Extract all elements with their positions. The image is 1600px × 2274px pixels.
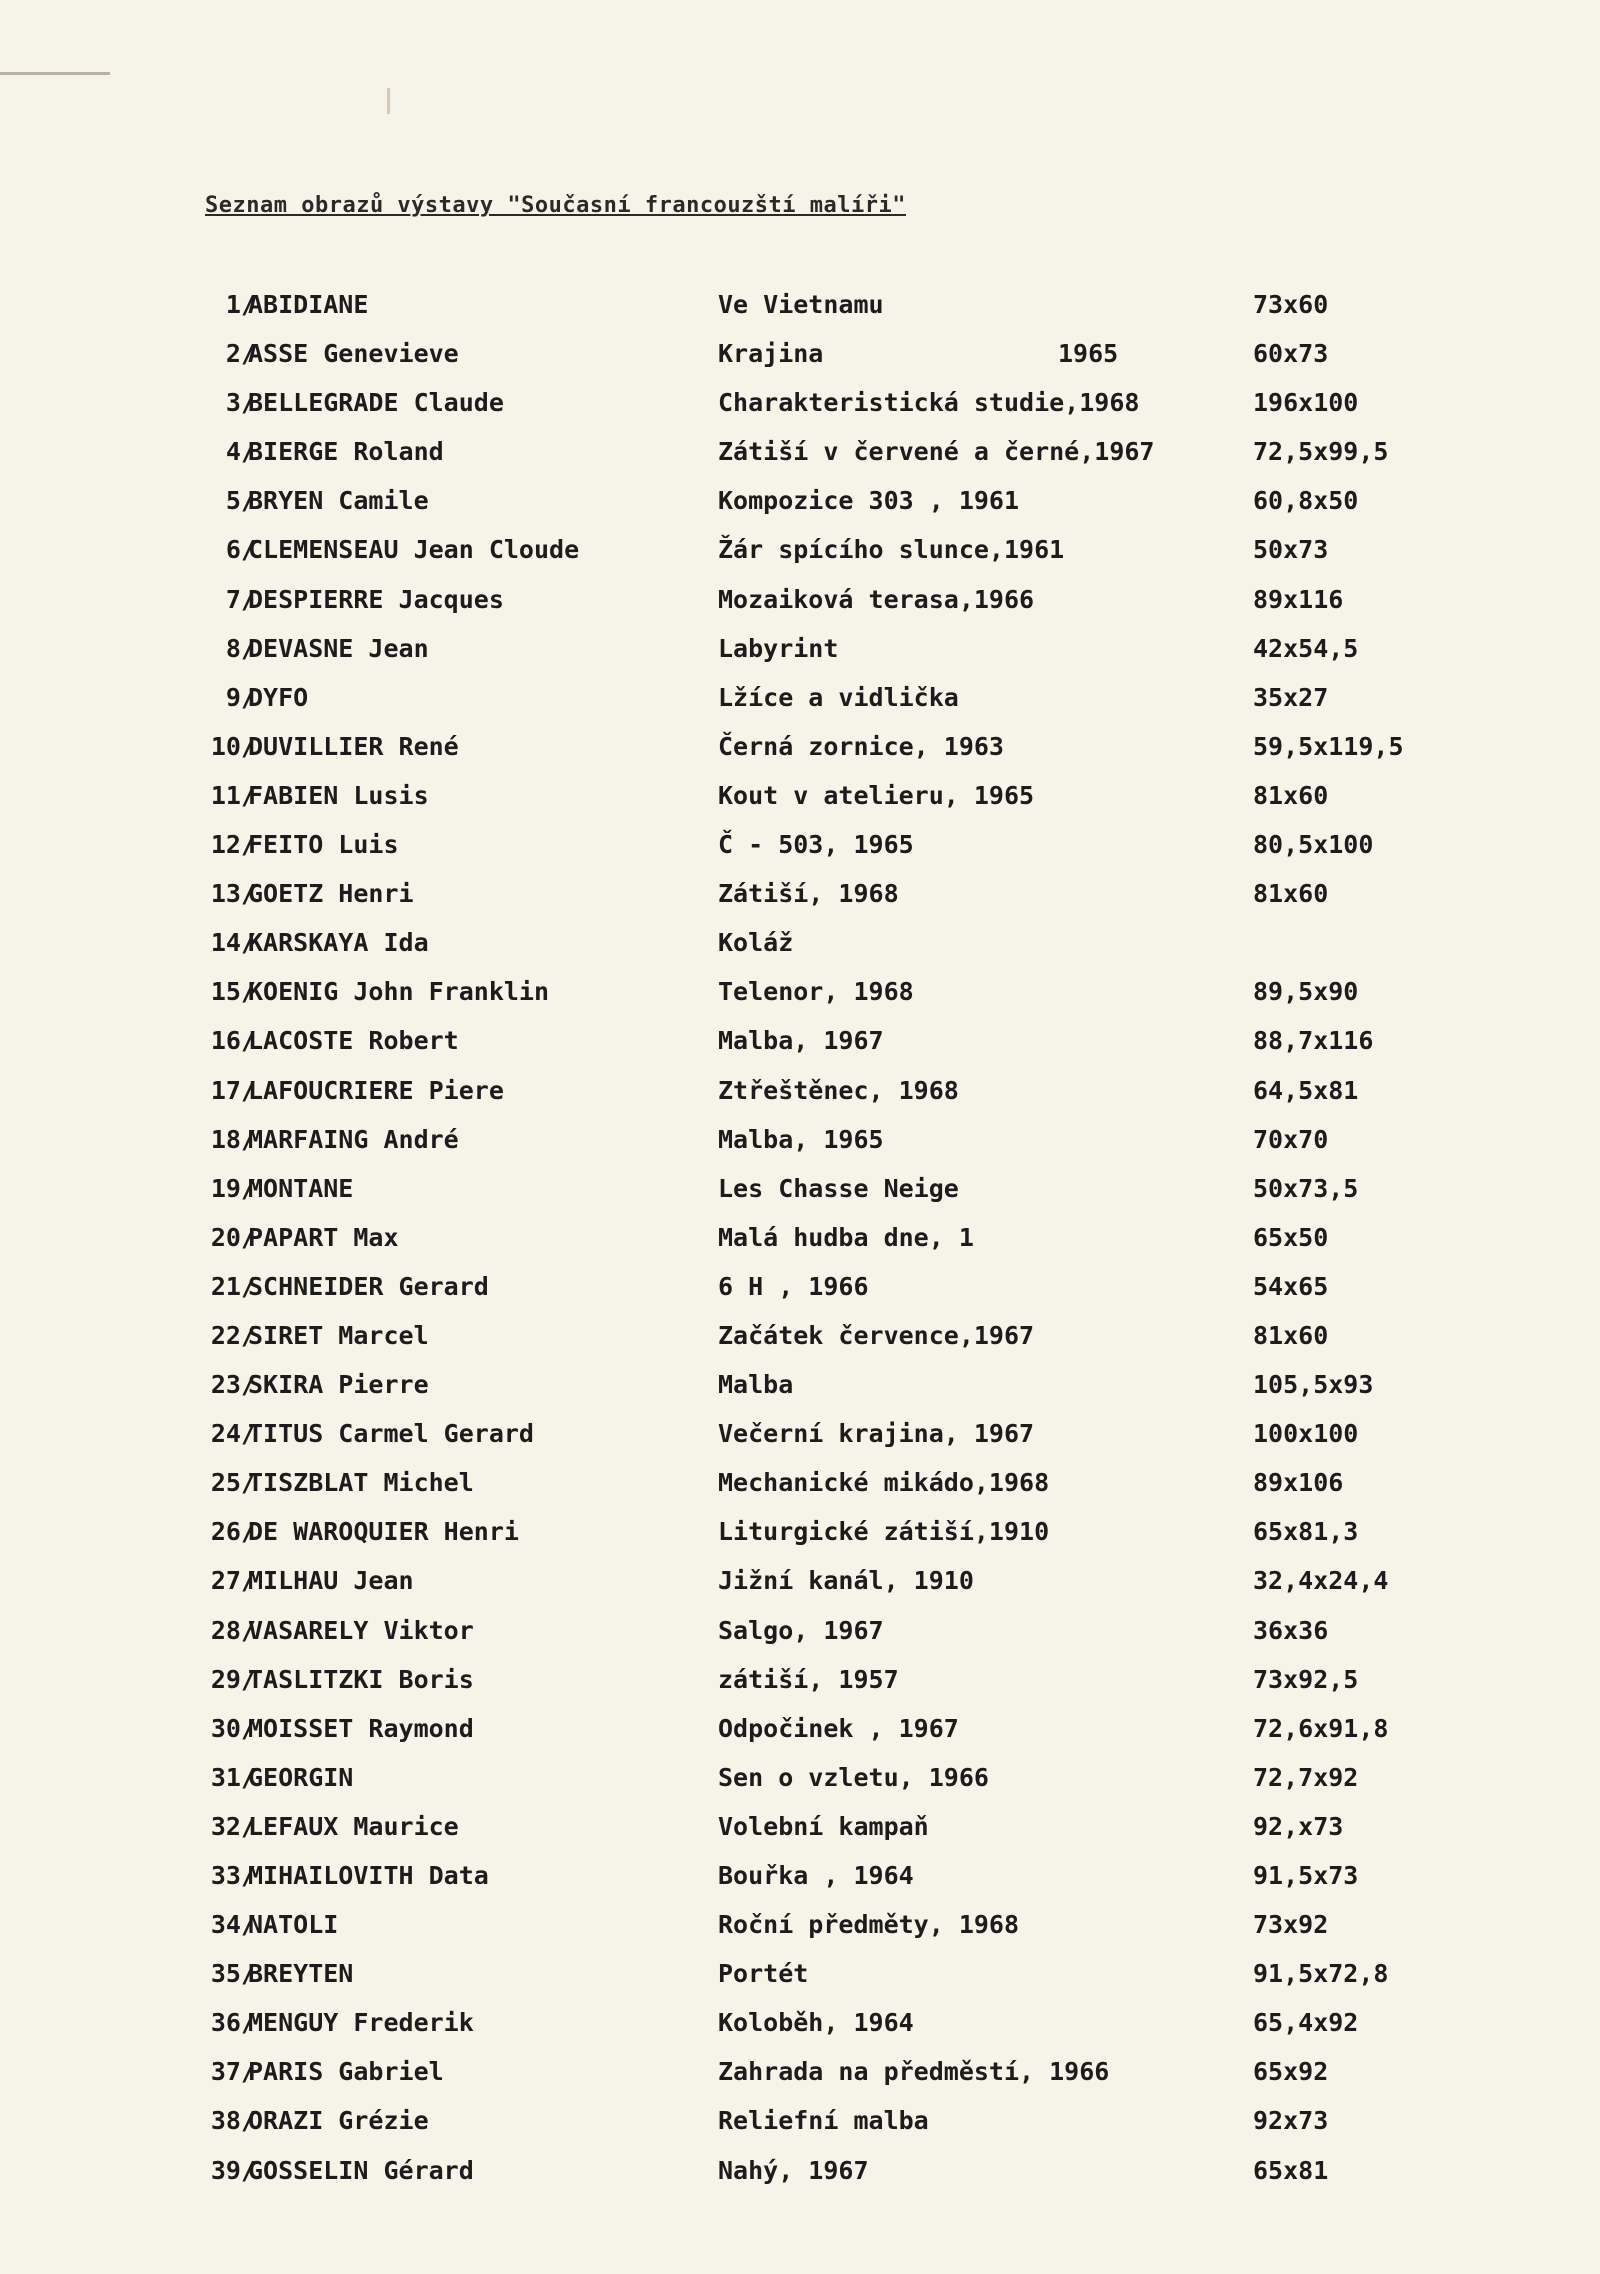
painting-dimensions: 92x73	[1253, 2106, 1329, 2136]
painting-dimensions: 88,7x116	[1253, 1026, 1374, 1056]
painting-dimensions: 50x73	[1253, 535, 1329, 565]
painting-title: Malba	[718, 1370, 794, 1400]
painting-dimensions: 42x54,5	[1253, 633, 1359, 663]
painting-dimensions: 91,5x73	[1253, 1861, 1359, 1890]
painting-title: Zahrada na předměstí, 1966	[718, 2057, 1110, 2087]
list-item	[0, 1807, 1600, 1856]
list-item	[0, 727, 1600, 776]
item-number: 21/	[210, 1271, 256, 1301]
artist-name: KOENIG John Franklin	[248, 977, 550, 1007]
list-item	[0, 1660, 1600, 1709]
item-number: 7/	[225, 584, 256, 614]
artist-name: BREYTEN	[248, 1959, 354, 1989]
painting-title: Salgo, 1967	[718, 1615, 884, 1645]
artist-name: TISZBLAT Michel	[248, 1468, 474, 1498]
painting-dimensions: 70x70	[1253, 1124, 1329, 1154]
list-item	[0, 383, 1600, 432]
list-item	[0, 972, 1600, 1021]
painting-title: Koloběh, 1964	[718, 2008, 914, 2038]
painting-title: Žár spícího slunce,1961	[718, 535, 1065, 565]
painting-title: Koláž	[718, 928, 794, 958]
list-item	[0, 2151, 1600, 2200]
artist-name: VASARELY Viktor	[248, 1615, 474, 1645]
item-number: 27/	[210, 1566, 256, 1596]
list-item	[0, 432, 1600, 481]
painting-title: Malá hudba dne, 1	[718, 1222, 974, 1252]
painting-dimensions: 72,7x92	[1253, 1762, 1359, 1792]
list-item	[0, 1120, 1600, 1169]
painting-dimensions: 60,8x50	[1253, 486, 1359, 516]
list-item	[0, 1365, 1600, 1414]
item-number: 29/	[210, 1664, 256, 1694]
painting-dimensions: 91,5x72,8	[1253, 1959, 1389, 1989]
artist-name: DESPIERRE Jacques	[248, 584, 504, 614]
painting-dimensions: 89x106	[1253, 1468, 1344, 1498]
painting-title: Lžíce a vidlička	[718, 682, 959, 712]
painting-dimensions: 65x92	[1253, 2057, 1329, 2087]
list-item	[0, 1561, 1600, 1610]
item-number: 23/	[210, 1370, 256, 1400]
painting-dimensions: 65x50	[1253, 1222, 1329, 1252]
list-item	[0, 923, 1600, 972]
list-item	[0, 1463, 1600, 1512]
painting-dimensions: 50x73,5	[1253, 1173, 1359, 1203]
artist-name: NATOLI	[248, 1910, 339, 1940]
painting-title: Kompozice 303 , 1961	[718, 486, 1020, 516]
item-number: 20/	[210, 1222, 256, 1252]
painting-title: Sen o vzletu, 1966	[718, 1762, 989, 1792]
painting-title: Volební kampaň	[718, 1811, 929, 1841]
list-item	[0, 1856, 1600, 1905]
item-number: 19/	[210, 1173, 256, 1203]
painting-dimensions: 89x116	[1253, 584, 1344, 614]
artist-name: DEVASNE Jean	[248, 633, 429, 663]
painting-dimensions: 80,5x100	[1253, 830, 1374, 860]
list-item	[0, 678, 1600, 727]
paper-stain-mark	[387, 88, 390, 114]
painting-title: Zátiší, 1968	[718, 879, 899, 909]
painting-title: zátiší, 1957	[718, 1664, 899, 1694]
painting-dimensions: 65x81	[1253, 2155, 1329, 2185]
list-item	[0, 1905, 1600, 1954]
painting-title: Bouřka , 1964	[718, 1861, 914, 1890]
item-number: 32/	[210, 1811, 256, 1841]
item-number: 11/	[210, 780, 256, 810]
item-number: 33/	[210, 1861, 256, 1890]
painting-title: Reliefní malba	[718, 2106, 929, 2136]
item-number: 10/	[210, 731, 256, 761]
painting-title: Portét	[718, 1959, 809, 1989]
list-item	[0, 1611, 1600, 1660]
list-item	[0, 481, 1600, 530]
artist-name: LAFOUCRIERE Piere	[248, 1075, 504, 1105]
item-number: 30/	[210, 1713, 256, 1743]
list-item	[0, 1758, 1600, 1807]
painting-dimensions: 81x60	[1253, 780, 1329, 810]
list-item	[0, 2003, 1600, 2052]
artist-name: DYFO	[248, 682, 309, 712]
painting-dimensions: 89,5x90	[1253, 977, 1359, 1007]
artist-name: GOSSELIN Gérard	[248, 2155, 474, 2185]
list-item	[0, 825, 1600, 874]
artist-name: TASLITZKI Boris	[248, 1664, 474, 1694]
list-item	[0, 2101, 1600, 2150]
item-number: 6/	[225, 535, 256, 565]
item-number: 5/	[225, 486, 256, 516]
list-item	[0, 1218, 1600, 1267]
artist-name: MONTANE	[248, 1173, 354, 1203]
painting-dimensions: 60x73	[1253, 339, 1329, 369]
artist-name: FEITO Luis	[248, 830, 399, 860]
artist-name: LEFAUX Maurice	[248, 1811, 459, 1841]
item-number: 18/	[210, 1124, 256, 1154]
painting-title: Ztřeštěnec, 1968	[718, 1075, 959, 1105]
list-item	[0, 530, 1600, 579]
painting-dimensions: 105,5x93	[1253, 1370, 1374, 1400]
artist-name: KARSKAYA Ida	[248, 928, 429, 958]
painting-title: Mozaiková terasa,1966	[718, 584, 1035, 614]
painting-dimensions: 65x81,3	[1253, 1517, 1359, 1547]
artist-name: DUVILLIER René	[248, 731, 459, 761]
painting-title: Černá zornice, 1963	[718, 731, 1004, 761]
list-item	[0, 1954, 1600, 2003]
artist-name: PAPART Max	[248, 1222, 399, 1252]
painting-title: Les Chasse Neige	[718, 1173, 959, 1203]
painting-list	[0, 285, 1600, 2200]
list-item	[0, 1169, 1600, 1218]
painting-title: Krajina	[718, 339, 824, 369]
painting-dimensions: 73x92,5	[1253, 1664, 1359, 1694]
item-number: 28/	[210, 1615, 256, 1645]
artist-name: BELLEGRADE Claude	[248, 388, 504, 418]
artist-name: SCHNEIDER Gerard	[248, 1271, 489, 1301]
painting-dimensions: 54x65	[1253, 1271, 1329, 1301]
page-title: Seznam obrazů výstavy "Současní francouzští malíři"	[205, 193, 907, 218]
item-number: 3/	[225, 388, 256, 418]
list-item	[0, 1414, 1600, 1463]
item-number: 34/	[210, 1910, 256, 1940]
item-number: 8/	[225, 633, 256, 663]
painting-dimensions: 100x100	[1253, 1419, 1359, 1449]
item-number: 31/	[210, 1762, 256, 1792]
painting-title: Charakteristická studie,1968	[718, 388, 1140, 418]
artist-name: ASSE Genevieve	[248, 339, 459, 369]
painting-title: Malba, 1967	[718, 1026, 884, 1056]
item-number: 25/	[210, 1468, 256, 1498]
item-number: 39/	[210, 2155, 256, 2185]
painting-dimensions: 35x27	[1253, 682, 1329, 712]
item-number: 17/	[210, 1075, 256, 1105]
painting-year: 1965	[1058, 339, 1119, 369]
item-number: 35/	[210, 1959, 256, 1989]
item-number: 4/	[225, 437, 256, 467]
paper-edge-mark	[0, 72, 110, 75]
artist-name: MIHAILOVITH Data	[248, 1861, 489, 1890]
list-item	[0, 1267, 1600, 1316]
artist-name: MOISSET Raymond	[248, 1713, 474, 1743]
item-number: 14/	[210, 928, 256, 958]
painting-dimensions: 36x36	[1253, 1615, 1329, 1645]
list-item	[0, 776, 1600, 825]
painting-title: Kout v atelieru, 1965	[718, 780, 1035, 810]
painting-dimensions: 72,5x99,5	[1253, 437, 1389, 467]
item-number: 36/	[210, 2008, 256, 2038]
painting-title: Nahý, 1967	[718, 2155, 869, 2185]
painting-title: Telenor, 1968	[718, 977, 914, 1007]
item-number: 13/	[210, 879, 256, 909]
artist-name: GOETZ Henri	[248, 879, 414, 909]
list-item	[0, 285, 1600, 334]
artist-name: SKIRA Pierre	[248, 1370, 429, 1400]
artist-name: TITUS Carmel Gerard	[248, 1419, 534, 1449]
painting-title: Liturgické zátiší,1910	[718, 1517, 1050, 1547]
painting-title: Odpočinek , 1967	[718, 1713, 959, 1743]
painting-title: Labyrint	[718, 633, 839, 663]
painting-dimensions: 92,x73	[1253, 1811, 1344, 1841]
painting-title: 6 H , 1966	[718, 1271, 869, 1301]
item-number: 15/	[210, 977, 256, 1007]
list-item	[0, 334, 1600, 383]
painting-dimensions: 64,5x81	[1253, 1075, 1359, 1105]
item-number: 9/	[225, 682, 256, 712]
artist-name: MARFAING André	[248, 1124, 459, 1154]
painting-dimensions: 196x100	[1253, 388, 1359, 418]
artist-name: MILHAU Jean	[248, 1566, 414, 1596]
painting-dimensions: 32,4x24,4	[1253, 1566, 1389, 1596]
item-number: 26/	[210, 1517, 256, 1547]
painting-dimensions: 72,6x91,8	[1253, 1713, 1389, 1743]
artist-name: BIERGE Roland	[248, 437, 444, 467]
list-item	[0, 2052, 1600, 2101]
artist-name: MENGUY Frederik	[248, 2008, 474, 2038]
artist-name: ORAZI Grézie	[248, 2106, 429, 2136]
item-number: 24/	[210, 1419, 256, 1449]
painting-title: Začátek července,1967	[718, 1320, 1035, 1350]
list-item	[0, 1071, 1600, 1120]
list-item	[0, 1512, 1600, 1561]
list-item	[0, 629, 1600, 678]
painting-dimensions: 59,5x119,5	[1253, 731, 1404, 761]
item-number: 16/	[210, 1026, 256, 1056]
item-number: 1/	[225, 290, 256, 319]
painting-title: Roční předměty, 1968	[718, 1910, 1020, 1940]
list-item	[0, 1021, 1600, 1070]
artist-name: SIRET Marcel	[248, 1320, 429, 1350]
list-item	[0, 1316, 1600, 1365]
artist-name: GEORGIN	[248, 1762, 354, 1792]
painting-title: Č - 503, 1965	[718, 830, 914, 860]
artist-name: FABIEN Lusis	[248, 780, 429, 810]
list-item	[0, 580, 1600, 629]
list-item	[0, 874, 1600, 923]
painting-title: Večerní krajina, 1967	[718, 1419, 1035, 1449]
painting-title: Jižní kanál, 1910	[718, 1566, 974, 1596]
painting-dimensions: 65,4x92	[1253, 2008, 1359, 2038]
item-number: 37/	[210, 2057, 256, 2087]
painting-title: Mechanické mikádo,1968	[718, 1468, 1050, 1498]
artist-name: CLEMENSEAU Jean Cloude	[248, 535, 580, 565]
item-number: 38/	[210, 2106, 256, 2136]
painting-dimensions: 73x60	[1253, 290, 1329, 319]
artist-name: BRYEN Camile	[248, 486, 429, 516]
artist-name: DE WAROQUIER Henri	[248, 1517, 519, 1547]
artist-name: PARIS Gabriel	[248, 2057, 444, 2087]
painting-title: Malba, 1965	[718, 1124, 884, 1154]
artist-name: ABIDIANE	[248, 290, 369, 319]
artist-name: LACOSTE Robert	[248, 1026, 459, 1056]
painting-title: Zátiší v červené a černé,1967	[718, 437, 1155, 467]
painting-title: Ve Vietnamu	[718, 290, 884, 319]
item-number: 12/	[210, 830, 256, 860]
painting-dimensions: 81x60	[1253, 879, 1329, 909]
item-number: 2/	[225, 339, 256, 369]
list-item	[0, 1709, 1600, 1758]
item-number: 22/	[210, 1320, 256, 1350]
painting-dimensions: 81x60	[1253, 1320, 1329, 1350]
painting-dimensions: 73x92	[1253, 1910, 1329, 1940]
